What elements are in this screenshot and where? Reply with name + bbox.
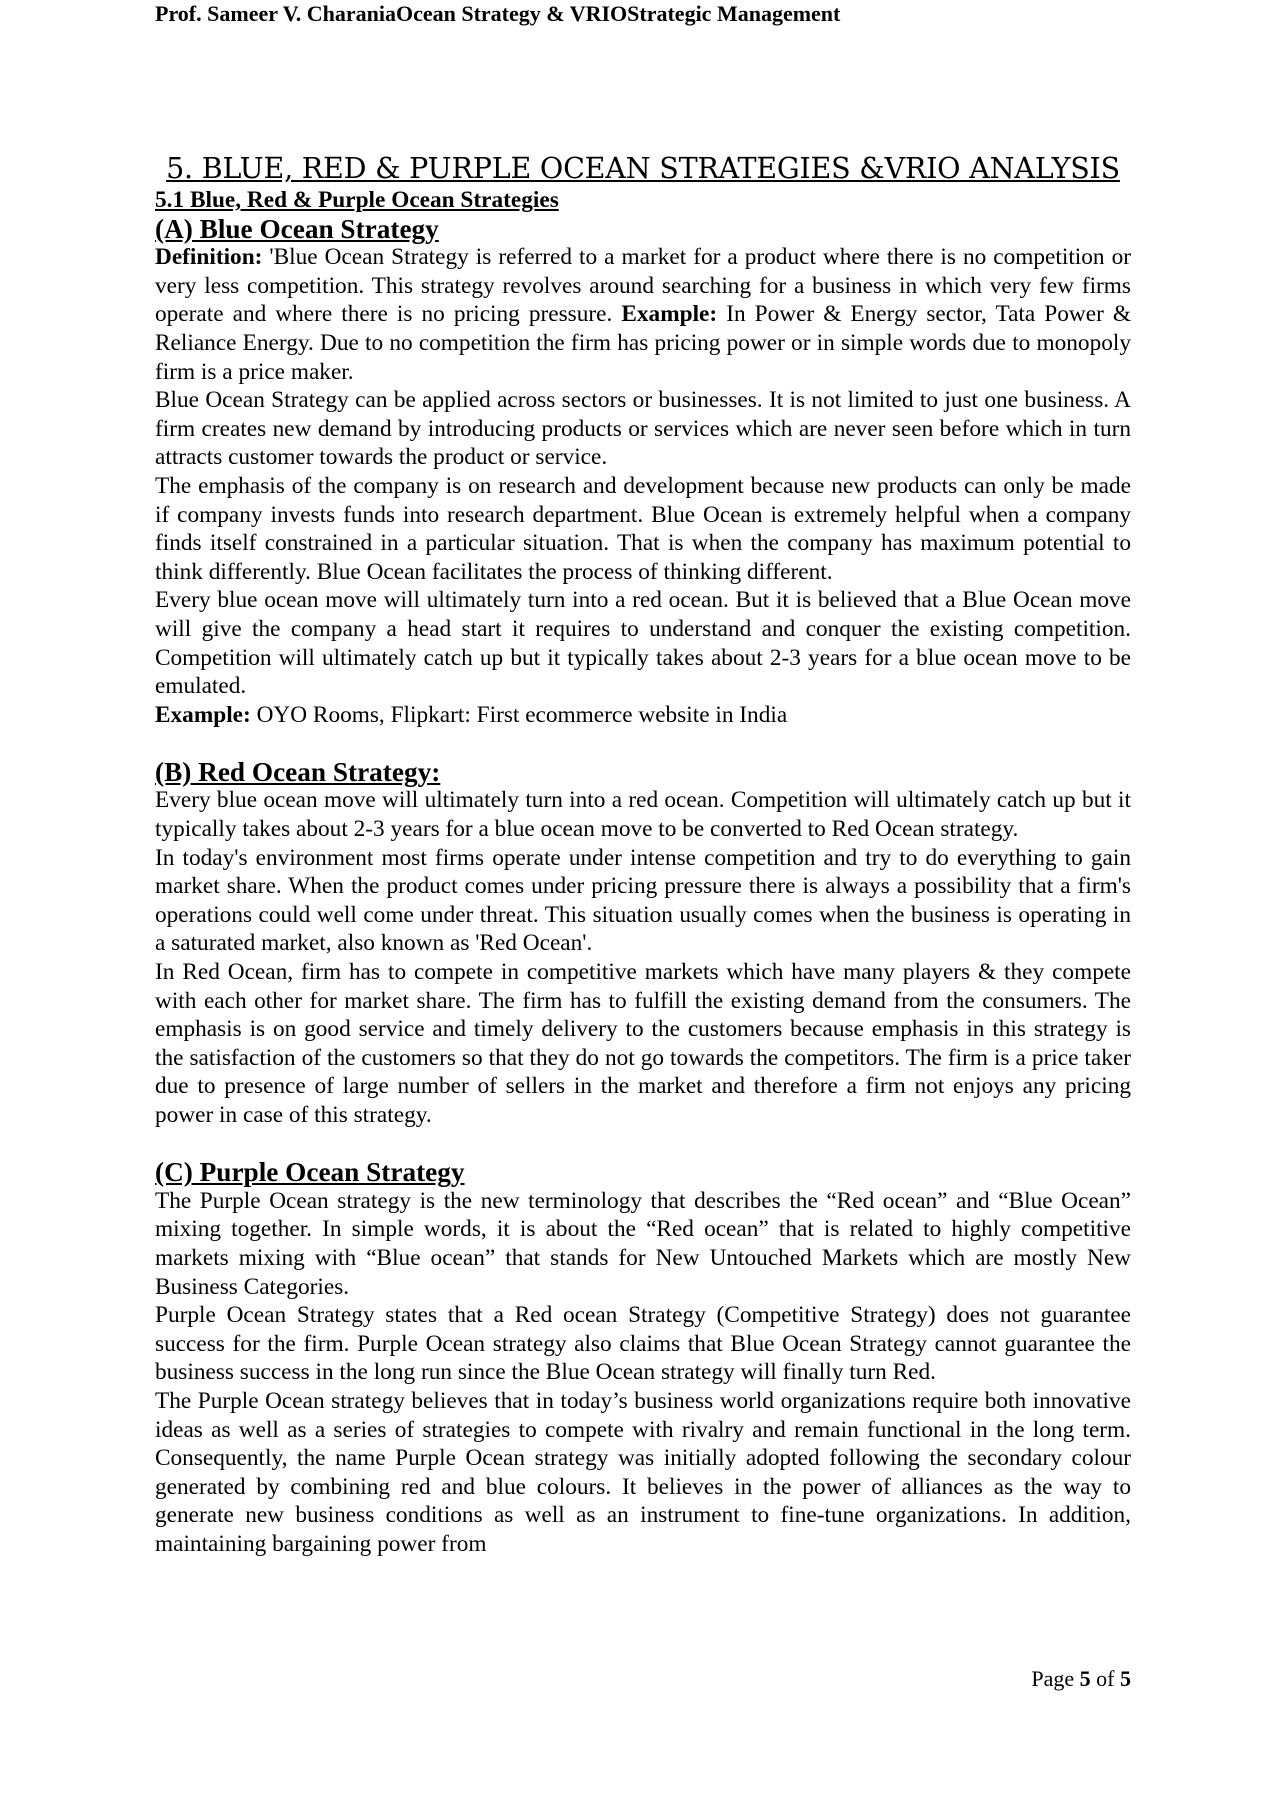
blue-ocean-paragraph-2: Blue Ocean Strategy can be applied across sectors or businesses. It is not limited to just one business. A firm creates new demand by introducing products or services which are never seen before which in turn attracts customer towards the product or service. <box>155 387 1131 471</box>
definition-text: 'Blue Ocean Strategy is referred to a market for a product where there is no competition or very less competition. This strategy revolves around searching for a business in which very few firms operate and where there is no pricing pressure. <box>155 244 1131 328</box>
purple-ocean-paragraph-2: Purple Ocean Strategy states that a Red ocean Strategy (Competitive Strategy) does not guarantee success for the firm. Purple Ocean strategy also claims that Blue Ocean Strategy cannot guarantee the business success in the long run since the Blue Ocean strategy will finally turn Red. <box>155 1302 1131 1386</box>
document-body <box>155 152 1131 1559</box>
purple-ocean-paragraph-3: The Purple Ocean strategy believes that in today’s business world organizations require both innovative ideas as well as a series of strategies to compete with rivalry and remain functional in the long term. Consequently, the name Purple Ocean strategy was initially adopted following the secondary colour generated by combining red and blue colours. It believes in the power of alliances as the way to generate new business conditions as well as an instrument to fine-tune organizations. In addition, maintaining bargaining power from <box>155 1387 1131 1557</box>
red-ocean-paragraph-2: In today's environment most firms operate under intense competition and try to do everything to gain market share. When the product comes under pricing pressure there is always a possibility that a firm's operations could well come under threat. This situation usually comes when the business is operating in a saturated market, also known as 'Red Ocean'. <box>155 844 1131 957</box>
current-page: 5 <box>1079 1666 1091 1691</box>
blue-ocean-paragraph-3: The emphasis of the company is on research and development because new products can only be made if company invests funds into research department. Blue Ocean is extremely helpful when a company finds itself constrained in a particular situation. That is when the company has maximum potential to think differently. Blue Ocean facilitates the process of thinking different. <box>155 472 1131 585</box>
blue-ocean-heading: (A) Blue Ocean Strategy <box>155 213 439 244</box>
example-label: Example: <box>621 301 718 328</box>
page-label: Page <box>1031 1666 1080 1691</box>
page-number <box>1000 1665 1131 1693</box>
example-label-2: Example: <box>155 701 251 728</box>
total-pages: 5 <box>1120 1666 1131 1691</box>
chapter-title: 5. BLUE, RED & PURPLE OCEAN STRATEGIES &VRIO ANALYSIS <box>166 152 1120 185</box>
example-text-2: OYO Rooms, Flipkart: First ecommerce website in India <box>250 701 788 728</box>
definition-label: Definition: <box>155 244 263 271</box>
spacer <box>155 729 1131 758</box>
red-ocean-heading: (B) Red Ocean Strategy: <box>155 756 441 787</box>
blue-ocean-definition <box>155 243 1131 386</box>
of-label: of <box>1090 1666 1120 1691</box>
example-text: In Power & Energy sector, Tata Power & Reliance Energy. Due to no competition the firm has pricing power or in simple words due to monopoly firm is a price maker. <box>155 301 1131 385</box>
blue-ocean-example <box>155 701 1131 730</box>
purple-ocean-heading: (C) Purple Ocean Strategy <box>155 1157 465 1188</box>
red-ocean-paragraph-3: In Red Ocean, firm has to compete in competitive markets which have many players & they compete with each other for market share. The firm has to fulfill the existing demand from the consumers. The emphasis is on good service and timely delivery to the customers because emphasis in this strategy is the satisfaction of the customers so that they do not go towards the competitors. The firm is a price taker due to presence of large number of sellers in the market and therefore a firm not enjoys any pricing power in case of this strategy. <box>155 959 1131 1128</box>
section-title: 5.1 Blue, Red & Purple Ocean Strategies <box>155 187 559 213</box>
red-ocean-paragraph-1: Every blue ocean move will ultimately turn into a red ocean. Competition will ultimately catch up but it typically takes about 2-3 years for a blue ocean move to be converted to Red Ocean strategy. <box>155 787 1131 843</box>
blue-ocean-paragraph-4: Every blue ocean move will ultimately turn into a red ocean. But it is believed that a Blue Ocean move will give the company a head start it requires to understand and conquer the existing competition. Competition will ultimately catch up but it typically takes about 2-3 years for a blue ocean move to be emulated. <box>155 587 1131 700</box>
spacer <box>155 1130 1131 1159</box>
purple-ocean-paragraph-1: The Purple Ocean strategy is the new terminology that describes the “Red ocean” and “Blue Ocean” mixing together. In simple words, it is about the “Red ocean” that is related to highly competitive markets mixing with “Blue ocean” that stands for New Untouched Markets which are mostly New Business Categories. <box>155 1187 1131 1300</box>
running-header: Prof. Sameer V. CharaniaOcean Strategy & VRIOStrategic Management <box>155 1 841 26</box>
